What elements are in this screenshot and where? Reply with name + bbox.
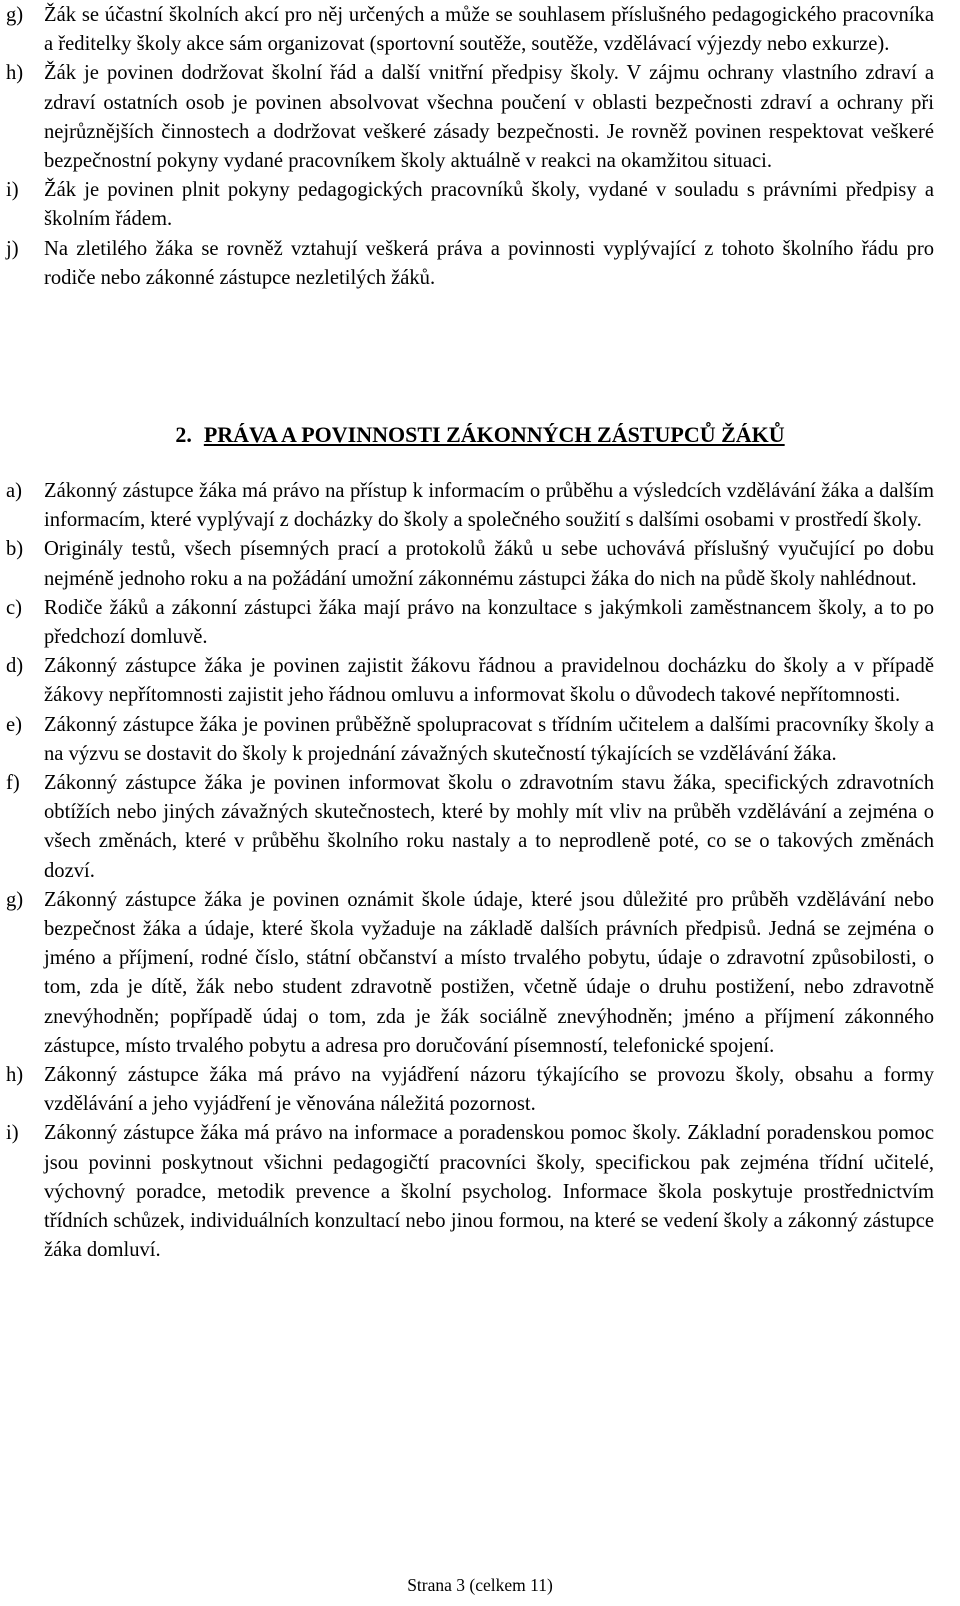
- list-item-text: Na zletilého žáka se rovněž vztahují veškerá práva a povinnosti vyplývající z tohoto školního řádu pro rodiče nebo zákonné zástupce nezletilých žáků.: [44, 237, 934, 289]
- list-item-text: Rodiče žáků a zákonní zástupci žáka mají právo na konzultace s jakýmkoli zaměstnancem školy, a to po předchozí domluvě.: [44, 596, 934, 649]
- list-item: [6, 711, 934, 769]
- guardian-rights-list: [6, 477, 934, 1265]
- list-item-text: Zákonný zástupce žáka je povinen oznámit škole údaje, které jsou důležité pro průběh vzdělávání nebo bezpečnost žáka a údaje, které škola vyžaduje na základě dalších právních předpisů. Jedná se zejména o jméno a příjmení, rodné číslo, státní občanství a místo trvalého pobytu, údaje o zdravotní způsobilosti, o tom, zda je dítě, žák nebo student zdravotně postižen, včetně údaje o druhu postižení, nebo zdravotně znevýhodněn; popřípadě údaj o tom, zda je žák sociálně znevýhodněn; jméno a příjmení zákonného zástupce, místo trvalého pobytu a adresa pro doručování písemností, telefonické spojení.: [44, 888, 934, 1057]
- list-item-marker: d): [6, 655, 24, 678]
- list-item: [6, 769, 934, 886]
- list-item-text: Zákonný zástupce žáka je povinen zajistit žákovu řádnou a pravidelnou docházku do školy a v případě žákovy nepřítomnosti zajistit jeho řádnou omluvu a informovat školu o důvodech takové nepřítomnosti.: [44, 655, 934, 707]
- list-item: [6, 652, 934, 710]
- page-number: Strana 3 (celkem 11): [407, 1575, 553, 1595]
- list-item-marker: b): [6, 538, 24, 561]
- list-item: [6, 59, 934, 176]
- list-item-text: Zákonný zástupce žáka je povinen průběžně spolupracovat s třídním učitelem a dalšími pracovníky školy a na výzvu se dostavit do školy k projednání závažných skutečností týkajících se vzdělávání žáka.: [44, 713, 934, 765]
- list-item-marker: f): [6, 772, 20, 795]
- list-item-marker: h): [6, 1064, 24, 1087]
- list-item: [6, 235, 934, 293]
- list-item-text: Žák je povinen dodržovat školní řád a další vnitřní předpisy školy. V zájmu ochrany vlastního zdraví a zdraví ostatních osob je povinen absolvovat všechna poučení v oblasti bezpečnosti zdraví a ochrany při nejrůznějších činnostech a dodržovat veškeré zásady bezpečnosti. Je rovněž povinen respektovat veškeré bezpečnostní pokyny vydané pracovníkem školy aktuálně v reakci na okamžitou situaci.: [44, 62, 934, 173]
- list-item-text: Zákonný zástupce žáka má právo na vyjádření názoru týkajícího se provozu školy, obsahu a formy vzdělávání a jeho vyjádření je věnována náležitá pozornost.: [44, 1064, 934, 1116]
- student-rights-list-continued: [6, 1, 934, 293]
- list-item: [6, 1, 934, 59]
- list-item-marker: g): [6, 888, 24, 911]
- list-item-marker: i): [6, 179, 19, 202]
- list-item: [6, 1119, 934, 1265]
- list-item-text: Originály testů, všech písemných prací a protokolů žáků u sebe uchovává příslušný vyučující po dobu nejméně jednoho roku a na požádání umožní zákonnému zástupci žáka do nich na půdě školy nahlédnout.: [44, 538, 934, 590]
- list-item-text: Zákonný zástupce žáka má právo na přístup k informacím o průběhu a výsledcích vzdělávání žáka a dalším informacím, které vyplývají z docházky do školy a společného soužití s dalšími osobami v prostředí školy.: [44, 480, 934, 532]
- list-item: [6, 176, 934, 234]
- list-item-text: Žák je povinen plnit pokyny pedagogických pracovníků školy, vydané v souladu s právními předpisy a školním řádem.: [44, 179, 934, 231]
- section-heading: [0, 420, 960, 450]
- list-item: [6, 886, 934, 1061]
- list-item: [6, 535, 934, 593]
- list-item-marker: i): [6, 1122, 19, 1145]
- list-item: [6, 477, 934, 535]
- list-item-marker: g): [6, 4, 24, 26]
- list-item-marker: c): [6, 596, 22, 619]
- page-footer: [0, 1573, 960, 1597]
- list-item-text: Zákonný zástupce žáka má právo na informace a poradenskou pomoc školy. Základní poradenskou pomoc jsou povinni poskytnout všichni pedagogičtí pracovníci školy, specifickou pak zejména třídní učitelé, výchovný poradce, metodik prevence a školní psycholog. Informace škola poskytuje prostřednictvím třídních schůzek, individuálních konzultací nebo jinou formou, na které se vedení školy a zákonný zástupce žáka domluví.: [44, 1122, 934, 1262]
- section-title: PRÁVA A POVINNOSTI ZÁKONNÝCH ZÁSTUPCŮ ŽÁKŮ: [203, 422, 785, 447]
- list-item-marker: j): [6, 237, 19, 260]
- list-item-marker: e): [6, 713, 22, 736]
- list-item: [6, 594, 934, 652]
- list-item-marker: h): [6, 62, 24, 85]
- section-number: 2.: [175, 422, 192, 447]
- list-item: [6, 1061, 934, 1119]
- list-item-text: Zákonný zástupce žáka je povinen informovat školu o zdravotním stavu žáka, specifických zdravotních obtížích nebo jiných závažných skutečnostech, které by mohly mít vliv na průběh vzdělávání a zejména o všech změnách, které v průběhu školního roku nastaly a to neprodleně poté, co se o takových změnách dozví.: [44, 772, 934, 882]
- list-item-marker: a): [6, 480, 22, 502]
- list-item-text: Žák se účastní školních akcí pro něj určených a může se souhlasem příslušného pedagogického pracovníka a ředitelky školy akce sám organizovat (sportovní soutěže, soutěže, vzdělávací výjezdy nebo exkurze).: [44, 4, 934, 56]
